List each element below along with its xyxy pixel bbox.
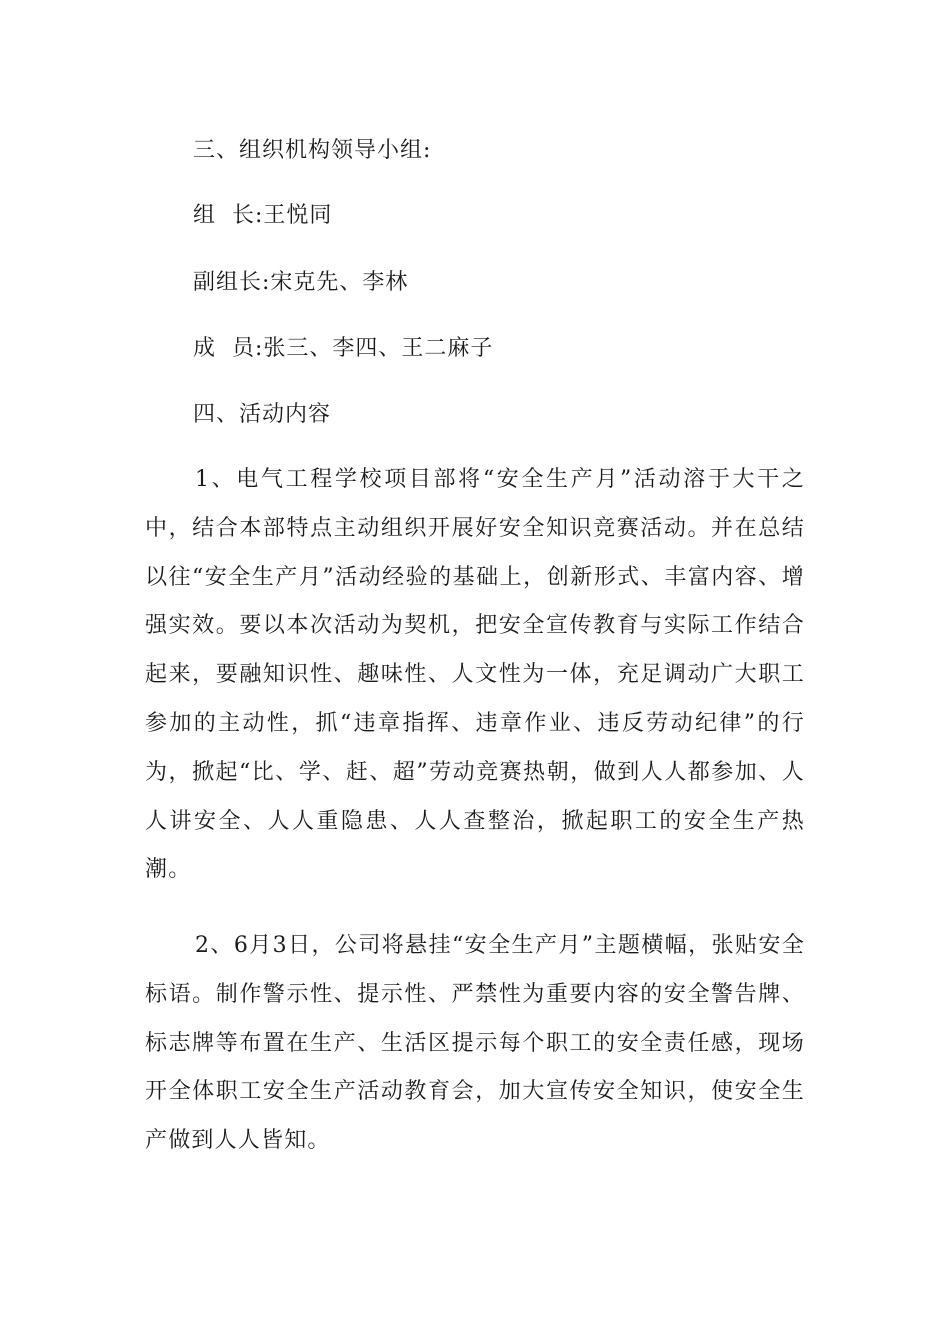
paragraph-1: 1、电气工程学校项目部将“安全生产月”活动溶于大干之中，结合本部特点主动组织开展好安全知识竞赛活动。并在总结以往“安全生产月”活动经验的基础上，创新形式、丰富内容、增强实效。要以本次活动为契机，把安全宣传教育与实际工作结合起来，要融知识性、趣味性、人文性为一体，充足调动广大职工参加的主动性，抓“违章指挥、违章作业、违反劳动纪律”的行为，掀起“比、学、赶、超”劳动竞赛热朝，做到人人都参加、人人讲安全、人人重隐患、人人查整治，掀起职工的安全生产热潮。 (145, 467, 805, 883)
members-line: 成 员:张三、李四、王二麻子 (193, 336, 494, 361)
paragraph-2: 2、6月3日，公司将悬挂“安全生产月”主题横幅，张贴安全标语。制作警示性、提示性、严禁性为重要内容的安全警告牌、标志牌等布置在生产、生活区提示每个职工的安全责任感，现场开全体职工安全生产活动教育会，加大宣传安全知识，使安全生产做到人人皆知。 (145, 933, 805, 1154)
section4-heading: 四、活动内容 (193, 402, 332, 427)
leader-line: 组 长:王悦同 (193, 203, 333, 228)
deputy-leader-line: 副组长:宋克先、李林 (193, 270, 409, 295)
section3-heading: 三、组织机构领导小组: (193, 138, 432, 163)
